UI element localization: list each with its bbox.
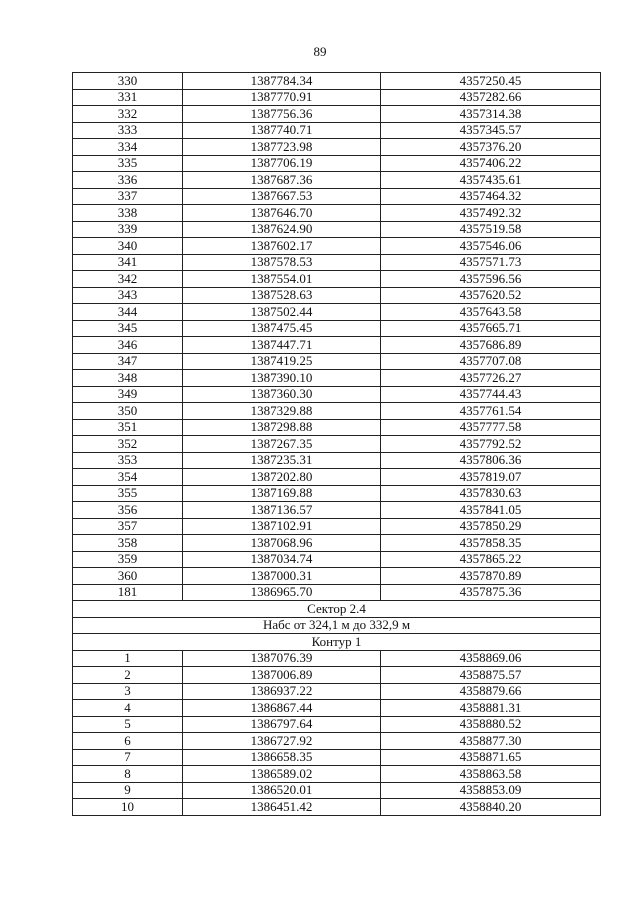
y-coordinate: 4357620.52	[381, 287, 601, 304]
point-number: 338	[73, 205, 183, 222]
point-number: 337	[73, 188, 183, 205]
table-body-top	[73, 73, 601, 601]
x-coordinate: 1387102.91	[183, 518, 381, 535]
y-coordinate: 4357744.43	[381, 386, 601, 403]
y-coordinate: 4357314.38	[381, 106, 601, 123]
table-row	[73, 716, 601, 733]
x-coordinate: 1386937.22	[183, 683, 381, 700]
point-number: 342	[73, 271, 183, 288]
table-row	[73, 304, 601, 321]
y-coordinate: 4357850.29	[381, 518, 601, 535]
table-row	[73, 650, 601, 667]
point-number: 347	[73, 353, 183, 370]
point-number: 6	[73, 733, 183, 750]
point-number: 5	[73, 716, 183, 733]
y-coordinate: 4358853.09	[381, 782, 601, 799]
y-coordinate: 4358879.66	[381, 683, 601, 700]
y-coordinate: 4357492.32	[381, 205, 601, 222]
y-coordinate: 4357875.36	[381, 584, 601, 601]
point-number: 4	[73, 700, 183, 717]
table-row	[73, 766, 601, 783]
table-row	[73, 287, 601, 304]
x-coordinate: 1387235.31	[183, 452, 381, 469]
table-row	[73, 271, 601, 288]
point-number: 353	[73, 452, 183, 469]
table-row	[73, 452, 601, 469]
point-number: 331	[73, 89, 183, 106]
point-number: 351	[73, 419, 183, 436]
x-coordinate: 1387723.98	[183, 139, 381, 156]
point-number: 10	[73, 799, 183, 816]
x-coordinate: 1387554.01	[183, 271, 381, 288]
point-number: 344	[73, 304, 183, 321]
y-coordinate: 4358875.57	[381, 667, 601, 684]
table-row	[73, 436, 601, 453]
x-coordinate: 1387329.88	[183, 403, 381, 420]
table-row	[73, 733, 601, 750]
y-coordinate: 4357546.06	[381, 238, 601, 255]
x-coordinate: 1387475.45	[183, 320, 381, 337]
x-coordinate: 1387528.63	[183, 287, 381, 304]
y-coordinate: 4357643.58	[381, 304, 601, 321]
point-number: 3	[73, 683, 183, 700]
point-number: 348	[73, 370, 183, 387]
y-coordinate: 4357792.52	[381, 436, 601, 453]
table-row	[73, 403, 601, 420]
y-coordinate: 4357464.32	[381, 188, 601, 205]
point-number: 349	[73, 386, 183, 403]
x-coordinate: 1386451.42	[183, 799, 381, 816]
y-coordinate: 4357870.89	[381, 568, 601, 585]
y-coordinate: 4357686.89	[381, 337, 601, 354]
point-number: 339	[73, 221, 183, 238]
x-coordinate: 1387000.31	[183, 568, 381, 585]
point-number: 357	[73, 518, 183, 535]
table-row	[73, 337, 601, 354]
table-row	[73, 238, 601, 255]
y-coordinate: 4358877.30	[381, 733, 601, 750]
table-row	[73, 221, 601, 238]
y-coordinate: 4357806.36	[381, 452, 601, 469]
height-range: Набс от 324,1 м до 332,9 м	[73, 617, 601, 634]
x-coordinate: 1387687.36	[183, 172, 381, 189]
y-coordinate: 4357665.71	[381, 320, 601, 337]
section-header	[73, 601, 601, 651]
x-coordinate: 1387076.39	[183, 650, 381, 667]
table-row	[73, 205, 601, 222]
table-row	[73, 106, 601, 123]
y-coordinate: 4358869.06	[381, 650, 601, 667]
x-coordinate: 1386965.70	[183, 584, 381, 601]
point-number: 352	[73, 436, 183, 453]
y-coordinate: 4357865.22	[381, 551, 601, 568]
point-number: 336	[73, 172, 183, 189]
contour-title-row	[73, 634, 601, 651]
x-coordinate: 1387646.70	[183, 205, 381, 222]
point-number: 181	[73, 584, 183, 601]
y-coordinate: 4357726.27	[381, 370, 601, 387]
point-number: 359	[73, 551, 183, 568]
point-number: 343	[73, 287, 183, 304]
point-number: 2	[73, 667, 183, 684]
point-number: 354	[73, 469, 183, 486]
table-row	[73, 122, 601, 139]
y-coordinate: 4357282.66	[381, 89, 601, 106]
table-row	[73, 139, 601, 156]
x-coordinate: 1387740.71	[183, 122, 381, 139]
x-coordinate: 1387706.19	[183, 155, 381, 172]
sector-title-row	[73, 601, 601, 618]
point-number: 360	[73, 568, 183, 585]
table-row	[73, 799, 601, 816]
x-coordinate: 1387419.25	[183, 353, 381, 370]
table-row	[73, 551, 601, 568]
x-coordinate: 1387602.17	[183, 238, 381, 255]
table-row	[73, 353, 601, 370]
y-coordinate: 4358840.20	[381, 799, 601, 816]
y-coordinate: 4357761.54	[381, 403, 601, 420]
x-coordinate: 1387667.53	[183, 188, 381, 205]
point-number: 8	[73, 766, 183, 783]
point-number: 333	[73, 122, 183, 139]
table-body-bottom	[73, 650, 601, 815]
x-coordinate: 1387770.91	[183, 89, 381, 106]
y-coordinate: 4357858.35	[381, 535, 601, 552]
x-coordinate: 1387068.96	[183, 535, 381, 552]
point-number: 1	[73, 650, 183, 667]
table-row	[73, 419, 601, 436]
y-coordinate: 4358863.58	[381, 766, 601, 783]
table-row	[73, 485, 601, 502]
coordinates-table	[72, 72, 601, 816]
x-coordinate: 1386520.01	[183, 782, 381, 799]
y-coordinate: 4357819.07	[381, 469, 601, 486]
table-row	[73, 320, 601, 337]
x-coordinate: 1387360.30	[183, 386, 381, 403]
table-row	[73, 469, 601, 486]
table-row	[73, 172, 601, 189]
sector-title: Сектор 2.4	[73, 601, 601, 618]
point-number: 350	[73, 403, 183, 420]
x-coordinate: 1387784.34	[183, 73, 381, 90]
table-row	[73, 89, 601, 106]
table-row	[73, 535, 601, 552]
table-row	[73, 386, 601, 403]
x-coordinate: 1386867.44	[183, 700, 381, 717]
x-coordinate: 1386797.64	[183, 716, 381, 733]
table-row	[73, 683, 601, 700]
point-number: 346	[73, 337, 183, 354]
table-row	[73, 584, 601, 601]
x-coordinate: 1387390.10	[183, 370, 381, 387]
point-number: 9	[73, 782, 183, 799]
table-row	[73, 502, 601, 519]
point-number: 345	[73, 320, 183, 337]
height-range-row	[73, 617, 601, 634]
page-number: 89	[313, 44, 327, 59]
y-coordinate: 4358880.52	[381, 716, 601, 733]
point-number: 335	[73, 155, 183, 172]
x-coordinate: 1386658.35	[183, 749, 381, 766]
x-coordinate: 1386589.02	[183, 766, 381, 783]
x-coordinate: 1386727.92	[183, 733, 381, 750]
y-coordinate: 4357250.45	[381, 73, 601, 90]
x-coordinate: 1387624.90	[183, 221, 381, 238]
x-coordinate: 1387756.36	[183, 106, 381, 123]
table-row	[73, 254, 601, 271]
x-coordinate: 1387298.88	[183, 419, 381, 436]
x-coordinate: 1387006.89	[183, 667, 381, 684]
x-coordinate: 1387267.35	[183, 436, 381, 453]
y-coordinate: 4358881.31	[381, 700, 601, 717]
y-coordinate: 4357519.58	[381, 221, 601, 238]
y-coordinate: 4357596.56	[381, 271, 601, 288]
table-row	[73, 518, 601, 535]
y-coordinate: 4358871.65	[381, 749, 601, 766]
x-coordinate: 1387136.57	[183, 502, 381, 519]
table-row	[73, 188, 601, 205]
contour-title: Контур 1	[73, 634, 601, 651]
point-number: 340	[73, 238, 183, 255]
point-number: 358	[73, 535, 183, 552]
x-coordinate: 1387202.80	[183, 469, 381, 486]
point-number: 355	[73, 485, 183, 502]
point-number: 334	[73, 139, 183, 156]
point-number: 341	[73, 254, 183, 271]
table-row	[73, 73, 601, 90]
y-coordinate: 4357406.22	[381, 155, 601, 172]
y-coordinate: 4357777.58	[381, 419, 601, 436]
x-coordinate: 1387502.44	[183, 304, 381, 321]
table-row	[73, 749, 601, 766]
y-coordinate: 4357830.63	[381, 485, 601, 502]
point-number: 7	[73, 749, 183, 766]
x-coordinate: 1387578.53	[183, 254, 381, 271]
y-coordinate: 4357345.57	[381, 122, 601, 139]
table-row	[73, 568, 601, 585]
x-coordinate: 1387169.88	[183, 485, 381, 502]
y-coordinate: 4357571.73	[381, 254, 601, 271]
table-row	[73, 370, 601, 387]
y-coordinate: 4357435.61	[381, 172, 601, 189]
y-coordinate: 4357376.20	[381, 139, 601, 156]
point-number: 356	[73, 502, 183, 519]
table-row	[73, 667, 601, 684]
table-row	[73, 782, 601, 799]
x-coordinate: 1387034.74	[183, 551, 381, 568]
point-number: 332	[73, 106, 183, 123]
table-row	[73, 155, 601, 172]
point-number: 330	[73, 73, 183, 90]
y-coordinate: 4357841.05	[381, 502, 601, 519]
y-coordinate: 4357707.08	[381, 353, 601, 370]
x-coordinate: 1387447.71	[183, 337, 381, 354]
table-row	[73, 700, 601, 717]
